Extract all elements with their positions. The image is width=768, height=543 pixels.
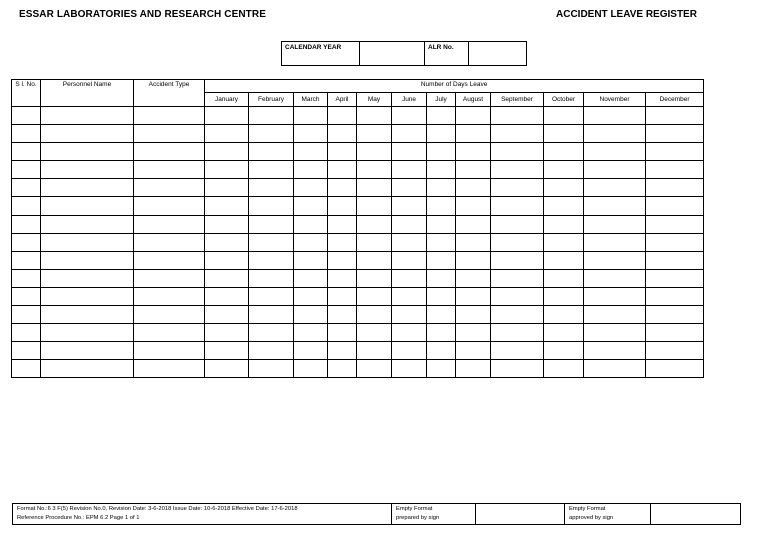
table-row — [12, 233, 704, 251]
table-cell[interactable] — [544, 161, 584, 179]
table-cell[interactable] — [427, 143, 456, 161]
table-cell[interactable] — [249, 269, 294, 287]
table-cell[interactable] — [427, 233, 456, 251]
table-cell[interactable] — [41, 179, 134, 197]
table-cell[interactable] — [357, 233, 392, 251]
table-cell[interactable] — [328, 269, 357, 287]
table-cell[interactable] — [456, 125, 491, 143]
table-cell[interactable] — [249, 215, 294, 233]
alr-number-field[interactable] — [469, 42, 526, 65]
table-cell[interactable] — [294, 306, 328, 324]
month-header-february: February — [249, 93, 294, 107]
table-cell[interactable] — [357, 179, 392, 197]
table-cell[interactable] — [41, 306, 134, 324]
calendar-year-field[interactable] — [360, 42, 425, 65]
table-cell[interactable] — [544, 287, 584, 305]
table-cell[interactable] — [134, 360, 205, 378]
table-cell[interactable] — [328, 143, 357, 161]
table-cell[interactable] — [544, 324, 584, 342]
table-cell[interactable] — [584, 143, 646, 161]
table-cell[interactable] — [12, 306, 41, 324]
table-row — [12, 107, 704, 125]
table-row — [12, 306, 704, 324]
register-title: ACCIDENT LEAVE REGISTER — [556, 9, 697, 20]
accident-type-header: Accident Type — [134, 80, 205, 107]
table-row — [12, 287, 704, 305]
table-cell[interactable] — [456, 107, 491, 125]
approved-sign-field[interactable] — [651, 504, 741, 525]
table-cell[interactable] — [427, 342, 456, 360]
alr-number-label: ALR No. — [425, 42, 469, 65]
table-cell[interactable] — [328, 107, 357, 125]
table-cell[interactable] — [456, 324, 491, 342]
table-cell[interactable] — [249, 125, 294, 143]
table-cell[interactable] — [456, 251, 491, 269]
table-cell[interactable] — [205, 179, 249, 197]
table-cell[interactable] — [427, 306, 456, 324]
table-cell[interactable] — [392, 342, 427, 360]
table-cell[interactable] — [328, 324, 357, 342]
table-cell[interactable] — [357, 269, 392, 287]
table-cell[interactable] — [646, 125, 704, 143]
table-cell[interactable] — [12, 342, 41, 360]
table-cell[interactable] — [584, 233, 646, 251]
table-cell[interactable] — [12, 161, 41, 179]
month-header-june: June — [392, 93, 427, 107]
table-cell[interactable] — [249, 342, 294, 360]
table-cell[interactable] — [427, 215, 456, 233]
month-header-august: August — [456, 93, 491, 107]
table-cell[interactable] — [584, 125, 646, 143]
table-cell[interactable] — [41, 360, 134, 378]
month-header-september: September — [491, 93, 544, 107]
table-cell[interactable] — [357, 143, 392, 161]
table-cell[interactable] — [205, 143, 249, 161]
table-row — [12, 179, 704, 197]
table-cell[interactable] — [12, 360, 41, 378]
table-cell[interactable] — [294, 107, 328, 125]
table-cell[interactable] — [328, 251, 357, 269]
table-cell[interactable] — [328, 360, 357, 378]
table-cell[interactable] — [134, 342, 205, 360]
days-leave-header: Number of Days Leave — [205, 80, 704, 93]
sl-no-header: S l. No. — [12, 80, 41, 107]
table-cell[interactable] — [646, 251, 704, 269]
table-cell[interactable] — [357, 215, 392, 233]
table-row — [12, 161, 704, 179]
approved-by-cell — [565, 504, 651, 525]
table-cell[interactable] — [12, 287, 41, 305]
table-cell[interactable] — [491, 360, 544, 378]
table-cell[interactable] — [392, 161, 427, 179]
table-cell[interactable] — [249, 161, 294, 179]
table-cell[interactable] — [357, 342, 392, 360]
table-cell[interactable] — [456, 233, 491, 251]
table-cell[interactable] — [427, 324, 456, 342]
table-cell[interactable] — [491, 107, 544, 125]
table-cell[interactable] — [544, 197, 584, 215]
prepared-line-1: Empty Format — [396, 506, 433, 512]
table-cell[interactable] — [646, 197, 704, 215]
table-cell[interactable] — [427, 287, 456, 305]
table-cell[interactable] — [205, 107, 249, 125]
table-cell[interactable] — [392, 179, 427, 197]
table-cell[interactable] — [357, 360, 392, 378]
table-cell[interactable] — [491, 287, 544, 305]
table-cell[interactable] — [294, 360, 328, 378]
accident-leave-table — [11, 79, 704, 378]
table-cell[interactable] — [294, 125, 328, 143]
table-cell[interactable] — [584, 324, 646, 342]
table-cell[interactable] — [205, 251, 249, 269]
table-cell[interactable] — [205, 360, 249, 378]
table-cell[interactable] — [544, 143, 584, 161]
table-cell[interactable] — [294, 269, 328, 287]
table-cell[interactable] — [392, 233, 427, 251]
table-cell[interactable] — [249, 107, 294, 125]
table-cell[interactable] — [357, 306, 392, 324]
table-cell[interactable] — [134, 215, 205, 233]
table-cell[interactable] — [12, 107, 41, 125]
table-cell[interactable] — [328, 306, 357, 324]
personnel-name-header: Personnel Name — [41, 80, 134, 107]
table-cell[interactable] — [544, 360, 584, 378]
table-cell[interactable] — [646, 179, 704, 197]
table-cell[interactable] — [584, 287, 646, 305]
table-cell[interactable] — [294, 287, 328, 305]
table-cell[interactable] — [491, 125, 544, 143]
table-cell[interactable] — [456, 306, 491, 324]
month-header-may: May — [357, 93, 392, 107]
table-cell[interactable] — [249, 360, 294, 378]
table-cell[interactable] — [249, 233, 294, 251]
table-cell[interactable] — [544, 233, 584, 251]
table-cell[interactable] — [357, 161, 392, 179]
table-cell[interactable] — [134, 269, 205, 287]
table-cell[interactable] — [134, 233, 205, 251]
table-cell[interactable] — [41, 269, 134, 287]
table-cell[interactable] — [12, 197, 41, 215]
table-cell[interactable] — [41, 233, 134, 251]
table-cell[interactable] — [646, 342, 704, 360]
table-cell[interactable] — [357, 107, 392, 125]
table-cell[interactable] — [544, 107, 584, 125]
table-cell[interactable] — [584, 107, 646, 125]
table-cell[interactable] — [491, 306, 544, 324]
table-cell[interactable] — [12, 269, 41, 287]
table-cell[interactable] — [427, 269, 456, 287]
table-cell[interactable] — [544, 342, 584, 360]
table-cell[interactable] — [357, 251, 392, 269]
table-cell[interactable] — [491, 324, 544, 342]
month-header-january: January — [205, 93, 249, 107]
table-cell[interactable] — [392, 360, 427, 378]
table-cell[interactable] — [249, 197, 294, 215]
prepared-sign-field[interactable] — [476, 504, 565, 525]
table-cell[interactable] — [205, 215, 249, 233]
table-cell[interactable] — [491, 161, 544, 179]
table-cell[interactable] — [249, 143, 294, 161]
table-cell[interactable] — [427, 179, 456, 197]
table-cell[interactable] — [12, 179, 41, 197]
table-cell[interactable] — [328, 342, 357, 360]
table-cell[interactable] — [491, 251, 544, 269]
table-cell[interactable] — [491, 197, 544, 215]
table-cell[interactable] — [491, 179, 544, 197]
table-cell[interactable] — [294, 143, 328, 161]
table-cell[interactable] — [12, 125, 41, 143]
table-cell[interactable] — [294, 251, 328, 269]
table-cell[interactable] — [456, 360, 491, 378]
table-cell[interactable] — [544, 251, 584, 269]
table-cell[interactable] — [491, 143, 544, 161]
table-row — [12, 143, 704, 161]
table-cell[interactable] — [646, 269, 704, 287]
table-cell[interactable] — [392, 251, 427, 269]
table-cell[interactable] — [134, 107, 205, 125]
table-row — [12, 342, 704, 360]
table-cell[interactable] — [456, 197, 491, 215]
table-cell[interactable] — [646, 215, 704, 233]
table-cell[interactable] — [205, 233, 249, 251]
table-cell[interactable] — [427, 360, 456, 378]
calendar-year-box — [281, 41, 527, 66]
table-cell[interactable] — [205, 125, 249, 143]
table-cell[interactable] — [427, 251, 456, 269]
table-cell[interactable] — [294, 161, 328, 179]
table-cell[interactable] — [41, 107, 134, 125]
table-cell[interactable] — [427, 107, 456, 125]
table-cell[interactable] — [134, 143, 205, 161]
table-cell[interactable] — [544, 306, 584, 324]
table-cell[interactable] — [392, 306, 427, 324]
table-body — [12, 107, 704, 378]
table-cell[interactable] — [12, 233, 41, 251]
table-cell[interactable] — [12, 143, 41, 161]
table-cell[interactable] — [491, 342, 544, 360]
table-cell[interactable] — [427, 125, 456, 143]
month-header-july: July — [427, 93, 456, 107]
table-cell[interactable] — [456, 161, 491, 179]
table-cell[interactable] — [357, 324, 392, 342]
table-cell[interactable] — [12, 324, 41, 342]
table-cell[interactable] — [392, 287, 427, 305]
table-cell[interactable] — [328, 287, 357, 305]
table-cell[interactable] — [427, 161, 456, 179]
table-row — [12, 125, 704, 143]
table-cell[interactable] — [328, 161, 357, 179]
table-cell[interactable] — [584, 269, 646, 287]
table-cell[interactable] — [328, 197, 357, 215]
month-header-november: November — [584, 93, 646, 107]
table-cell[interactable] — [584, 215, 646, 233]
table-cell[interactable] — [249, 306, 294, 324]
table-cell[interactable] — [328, 215, 357, 233]
table-cell[interactable] — [134, 287, 205, 305]
table-cell[interactable] — [646, 306, 704, 324]
table-cell[interactable] — [544, 125, 584, 143]
table-cell[interactable] — [205, 197, 249, 215]
table-cell[interactable] — [294, 215, 328, 233]
table-cell[interactable] — [392, 107, 427, 125]
table-cell[interactable] — [584, 360, 646, 378]
table-cell[interactable] — [584, 251, 646, 269]
table-cell[interactable] — [41, 287, 134, 305]
table-cell[interactable] — [456, 179, 491, 197]
table-cell[interactable] — [357, 287, 392, 305]
table-cell[interactable] — [646, 233, 704, 251]
table-cell[interactable] — [357, 125, 392, 143]
table-cell[interactable] — [205, 324, 249, 342]
table-cell[interactable] — [544, 215, 584, 233]
table-cell[interactable] — [134, 324, 205, 342]
table-cell[interactable] — [134, 179, 205, 197]
table-cell[interactable] — [249, 287, 294, 305]
approved-line-1: Empty Format — [569, 506, 606, 512]
table-cell[interactable] — [392, 324, 427, 342]
document-footer — [12, 503, 741, 525]
table-cell[interactable] — [646, 107, 704, 125]
table-cell[interactable] — [205, 161, 249, 179]
table-cell[interactable] — [41, 324, 134, 342]
table-cell[interactable] — [584, 197, 646, 215]
table-cell[interactable] — [584, 306, 646, 324]
table-cell[interactable] — [456, 143, 491, 161]
table-cell[interactable] — [12, 251, 41, 269]
table-cell[interactable] — [427, 197, 456, 215]
table-cell[interactable] — [392, 125, 427, 143]
table-row — [12, 215, 704, 233]
table-cell[interactable] — [294, 197, 328, 215]
reference-line: Reference Procedure No.: EPM 6.2 Page 1 of 1 — [17, 515, 140, 521]
table-cell[interactable] — [249, 251, 294, 269]
table-cell[interactable] — [456, 269, 491, 287]
table-cell[interactable] — [205, 269, 249, 287]
table-cell[interactable] — [41, 215, 134, 233]
table-cell[interactable] — [328, 125, 357, 143]
table-cell[interactable] — [134, 125, 205, 143]
table-cell[interactable] — [646, 143, 704, 161]
table-cell[interactable] — [392, 269, 427, 287]
table-cell[interactable] — [134, 161, 205, 179]
prepared-line-2: prepared by sign — [396, 515, 440, 521]
table-cell[interactable] — [328, 233, 357, 251]
table-cell[interactable] — [294, 233, 328, 251]
table-cell[interactable] — [456, 215, 491, 233]
table-cell[interactable] — [41, 125, 134, 143]
approved-line-2: approved by sign — [569, 515, 614, 521]
table-cell[interactable] — [584, 342, 646, 360]
table-cell[interactable] — [41, 143, 134, 161]
table-cell[interactable] — [41, 251, 134, 269]
table-cell[interactable] — [646, 324, 704, 342]
month-header-april: April — [328, 93, 357, 107]
table-cell[interactable] — [392, 197, 427, 215]
table-cell[interactable] — [328, 179, 357, 197]
table-cell[interactable] — [134, 197, 205, 215]
prepared-by-cell — [392, 504, 476, 525]
table-cell[interactable] — [646, 161, 704, 179]
table-cell[interactable] — [12, 215, 41, 233]
table-cell[interactable] — [584, 161, 646, 179]
table-cell[interactable] — [134, 251, 205, 269]
table-cell[interactable] — [456, 342, 491, 360]
table-cell[interactable] — [294, 324, 328, 342]
org-name: ESSAR LABORATORIES AND RESEARCH CENTRE — [19, 9, 266, 20]
table-row — [12, 269, 704, 287]
table-cell[interactable] — [294, 179, 328, 197]
table-cell[interactable] — [249, 324, 294, 342]
table-cell[interactable] — [41, 161, 134, 179]
table-cell[interactable] — [205, 306, 249, 324]
table-cell[interactable] — [249, 179, 294, 197]
table-cell[interactable] — [392, 215, 427, 233]
table-cell[interactable] — [544, 179, 584, 197]
table-cell[interactable] — [392, 143, 427, 161]
table-cell[interactable] — [41, 342, 134, 360]
table-row — [12, 251, 704, 269]
table-row — [12, 197, 704, 215]
table-row — [12, 324, 704, 342]
table-cell[interactable] — [491, 215, 544, 233]
table-cell[interactable] — [205, 342, 249, 360]
month-header-december: December — [646, 93, 704, 107]
calendar-year-label: CALENDAR YEAR — [282, 42, 360, 65]
table-cell[interactable] — [205, 287, 249, 305]
table-cell[interactable] — [491, 233, 544, 251]
table-cell[interactable] — [491, 269, 544, 287]
table-cell[interactable] — [646, 287, 704, 305]
format-line: Format No.:6 3 F(5) Revision No.0, Revision Date: 3-6-2018 Issue Date: 10-6-2018 Effective Date: 17-6-2018 — [17, 506, 298, 512]
table-row — [12, 360, 704, 378]
table-cell[interactable] — [357, 197, 392, 215]
table-cell[interactable] — [41, 197, 134, 215]
table-cell[interactable] — [456, 287, 491, 305]
table-cell[interactable] — [134, 306, 205, 324]
table-cell[interactable] — [646, 360, 704, 378]
format-info-cell — [13, 504, 392, 525]
table-cell[interactable] — [544, 269, 584, 287]
table-cell[interactable] — [584, 179, 646, 197]
month-header-march: March — [294, 93, 328, 107]
table-cell[interactable] — [294, 342, 328, 360]
month-header-october: October — [544, 93, 584, 107]
